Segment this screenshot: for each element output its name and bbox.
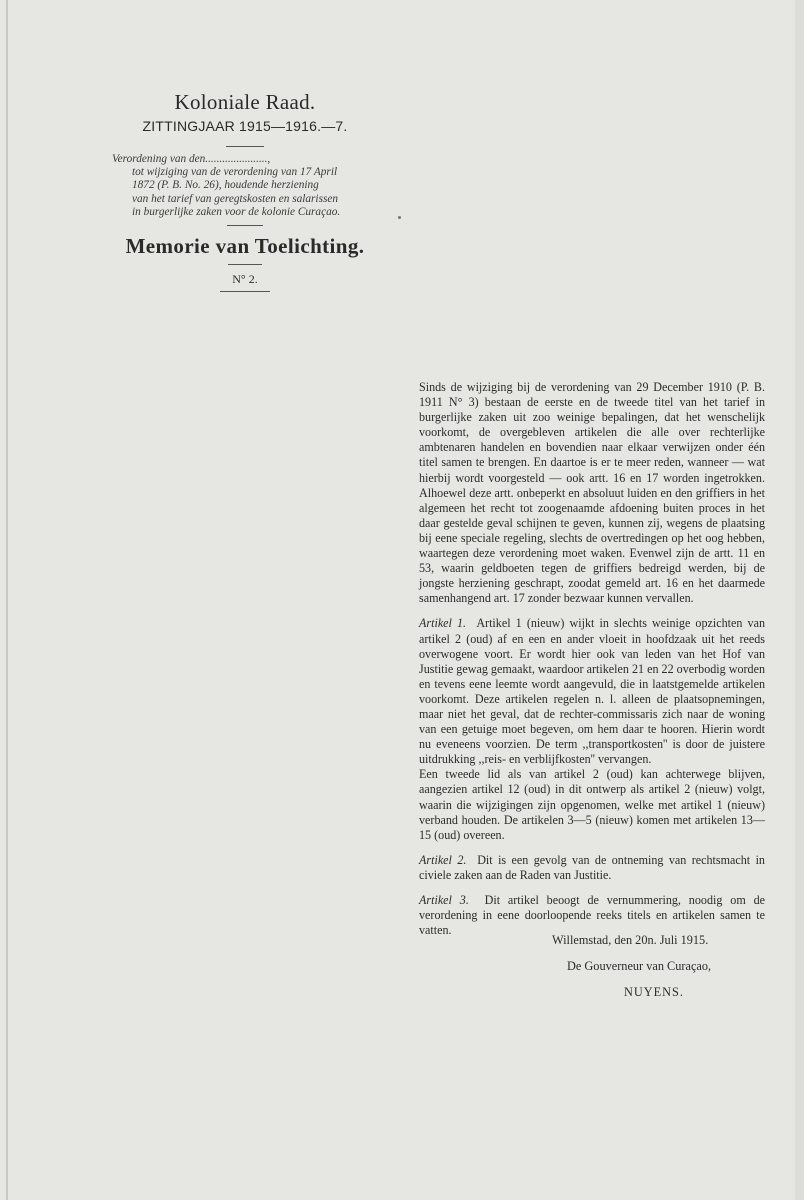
article-2-paragraph [399,853,765,883]
divider [220,291,270,292]
article-2-label: Artikel 2. [419,852,467,867]
subject-line: 1872 (P. B. No. 26), houdende herziening [132,179,319,192]
article-2-text: Dit is een gevolg van de ontneming van rechtsmacht in civiele zaken aan de Raden van Justitie. [419,852,765,882]
subject-line: in burgerlijke zaken voor de kolonie Curaçao. [132,205,341,218]
article-1-paragraph [399,616,765,767]
memo-body [399,380,765,938]
subject-line: van het tarief van geregtskosten en salarissen [132,192,339,205]
signatory-name: NUYENS. [624,985,684,999]
divider [228,264,262,265]
article-1-label: Artikel 1. [419,616,467,631]
article-3-text: Dit artikel beoogt de vernummering, noodig om de verordening in eene doorloopende reeks titels en artikelen samen te vatten. [419,893,766,938]
session-year: ZITTINGJAAR 1915—1916.—7. [142,118,348,134]
council-title: Koloniale Raad. [174,90,316,114]
document-number: N° 2. [232,272,258,286]
page-fold [6,0,8,1200]
memo-title: Memorie van Toelichting. [125,234,365,258]
intro-paragraph: Sinds de wijziging bij de verordening van 29 December 1910 (P. B. 1911 N° 3) bestaan de eerste en de tweede titel van het tarief in burgerlijke zaken uit zoo weinige bepalingen, dat het wenschelijk voorkomt, de overgebleven artikelen die alle over rechterlijke ambtenaren handelen en bovendien naar elkaar verwijzen onder één titel samen te brengen. En daartoe is er te meer reden, wanneer — wat hierbij wordt voorgesteld — ook artt. 16 en 17 worden ingetrokken. Alhoewel deze artt. onbeperkt en absoluut luiden en den griffiers in het algemeen het recht tot zoogenaamde afdoening buiten proces in het daar gestelde geval schijnen te geven, kunnen zij, wegens de plaatsing bij eene speciale regeling, slechts de overtredingen op het oog hebben, waartegen deze verordening moet waken. Evenwel zijn de artt. 11 en 53, waarin geldboeten tegen de griffiers bedreigd werden, bij de jongste herziening geschrapt, zoodat gemeld art. 16 en het daarmede samenhangend art. 17 zonder bezwaar kunnen vervallen. [419,380,765,606]
article-1-paragraph-2: Een tweede lid als van artikel 2 (oud) kan achterwege blijven, aangezien artikel 12 (oud) in dit ontwerp als artikel 2 (nieuw) volgt, waarin die wijzigingen zijn opgenomen, welke met artikel 1 (nieuw) verband houden. De artikelen 3—5 (nieuw) komen met artikelen 13—15 (oud) overeen. [419,767,765,842]
subject-description [112,153,364,219]
article-3-label: Artikel 3. [419,893,469,907]
governor-title: De Gouverneur van Curaçao, [567,959,712,973]
divider [227,225,263,226]
divider [226,146,264,147]
article-3-paragraph [399,893,765,938]
subject-line: Verordening van den......................, [112,153,271,165]
place-date: Willemstad, den 20n. Juli 1915. [552,933,709,947]
article-1-text: Artikel 1 (nieuw) wijkt in slechts weinige opzichten van artikel 2 (oud) af en een en ander vloeit in hoofdzaak uit het reeds overwogene voort. Er wordt hier ook van leden van het Hof van Justitie gewag gemaakt, waardoor artikelen 21 en 22 overbodig worden en tevens eene leemte wordt aangevuld, die in laatstgemelde artikelen voorkomt. Deze artikelen regelen n. l. alleen de plaatsopnemingen, maar niet het geval, dat de rechter-commissaris zich naar de woning van een getuige moet begeven, om hem daar te hooren. Hierin wordt nu eveneens voorzien. De term ,,transportkosten'' is door de juistere uitdrukking ,,reis- en verblijfkosten'' vervangen. [419,616,765,767]
paper-speck [398,216,401,219]
subject-line: tot wijziging van de verordening van 17 April [132,166,338,179]
